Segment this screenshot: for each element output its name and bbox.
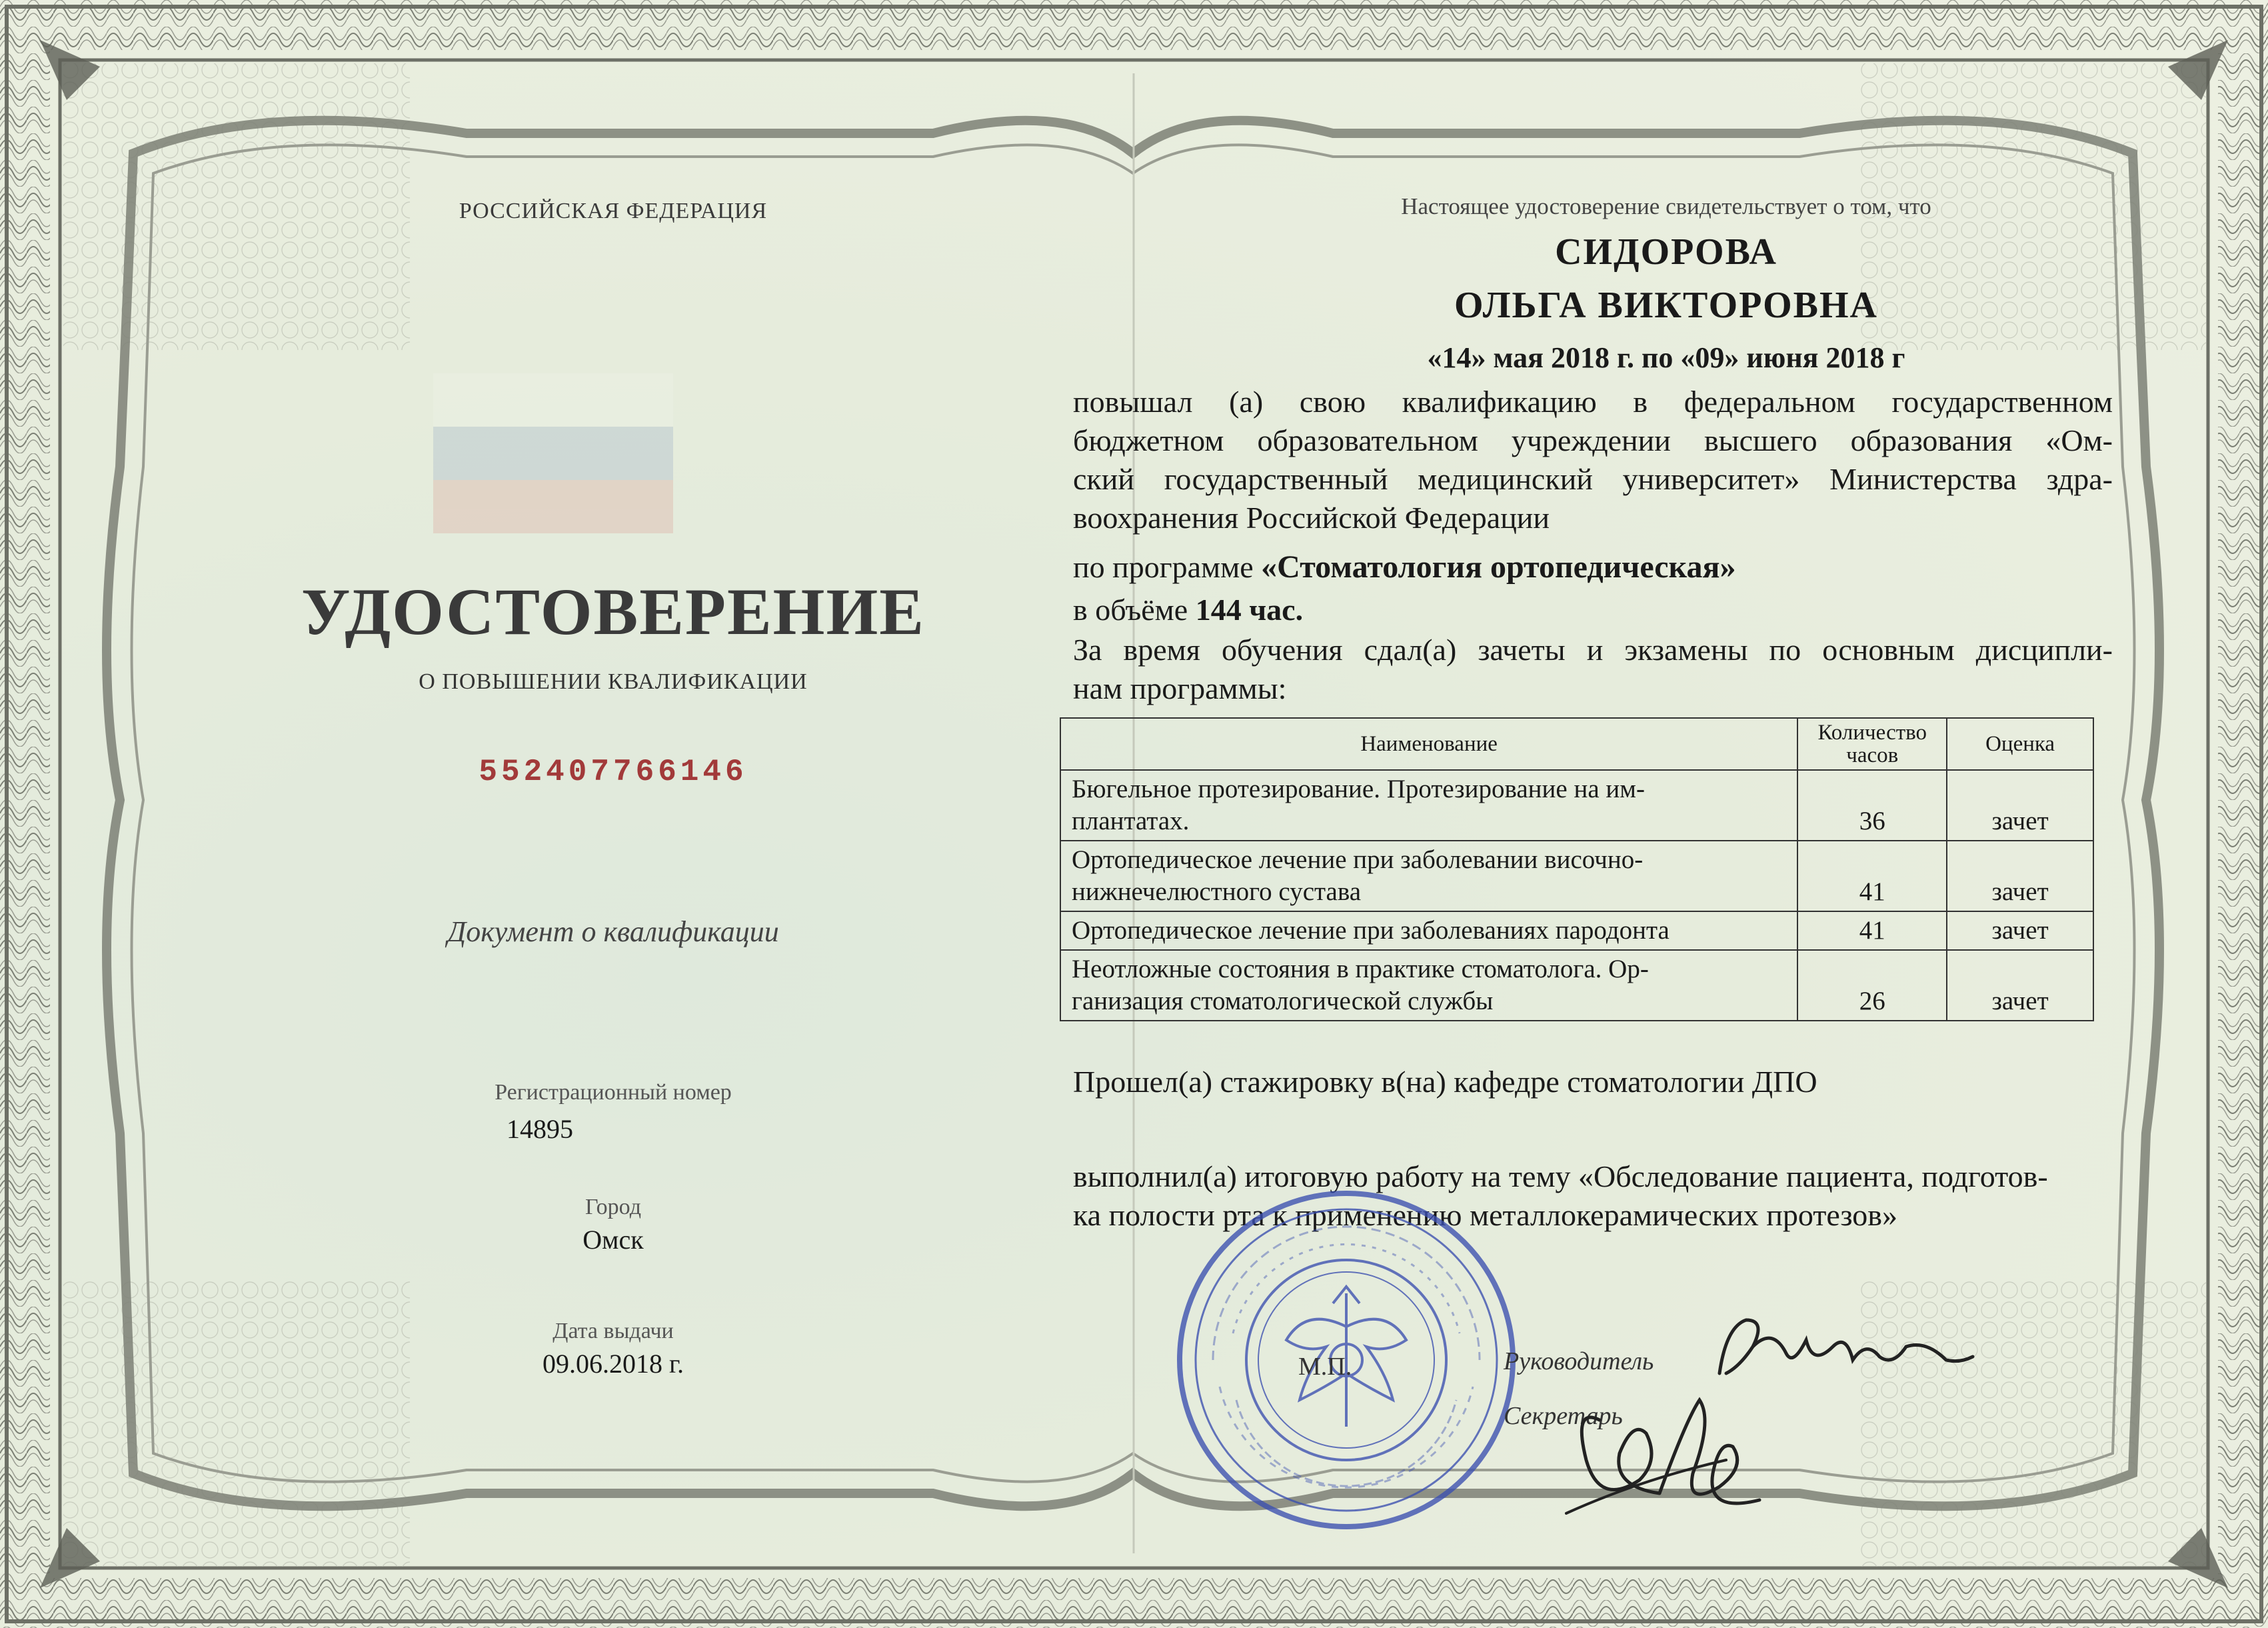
- head-signature: [1706, 1300, 1986, 1393]
- city-value: Омск: [582, 1225, 644, 1255]
- exams-line: нам программы:: [1073, 671, 1287, 705]
- document-subtitle: О ПОВЫШЕНИИ КВАЛИФИКАЦИИ: [419, 669, 808, 694]
- body-line: повышал (а) свою квалификацию в федеральном государственном: [1073, 385, 2113, 419]
- discipline-grade: зачет: [1947, 911, 2093, 950]
- header-grade: Оценка: [1947, 718, 2093, 770]
- program-name: «Стоматология ортопедическая»: [1261, 549, 1736, 585]
- volume-value: 144 час.: [1195, 593, 1304, 627]
- discipline-hours: 26: [1797, 950, 1947, 1021]
- final-work-line: ка полости рта к применению металлокерамических протезов»: [1073, 1198, 1898, 1232]
- header-name: Наименование: [1060, 718, 1797, 770]
- disciplines-table: [1060, 717, 2094, 1021]
- discipline-hours: 41: [1797, 911, 1947, 950]
- body-line: воохранения Российской Федерации: [1073, 501, 1550, 535]
- secretary-label: Секретарь: [1504, 1402, 1623, 1430]
- country-label: РОССИЙСКАЯ ФЕДЕРАЦИЯ: [459, 199, 768, 223]
- discipline-name: [1060, 950, 1797, 1021]
- volume-prefix: в объёме: [1073, 593, 1188, 627]
- document-type: Документ о квалификации: [447, 915, 779, 948]
- discipline-name-line: нижнечелюстного сустава: [1072, 877, 1362, 906]
- discipline-hours: 36: [1797, 770, 1947, 841]
- discipline-name-line: плантатах.: [1072, 807, 1190, 835]
- exams-line: За время обучения сдал(а) зачеты и экзамены по основным дисципли-: [1073, 633, 2113, 667]
- holder-given-names: ОЛЬГА ВИКТОРОВНА: [1454, 285, 1878, 326]
- registration-label: Регистрационный номер: [495, 1080, 732, 1105]
- issue-date-label: Дата выдачи: [553, 1319, 674, 1343]
- registration-number: 14895: [507, 1114, 573, 1144]
- table-row: [1060, 950, 2093, 1021]
- stamp-place-label: М.П.: [1298, 1353, 1352, 1381]
- table-header-row: [1060, 718, 2093, 770]
- discipline-name-line: Бюгельное протезирование. Протезирование на им-: [1072, 775, 1645, 803]
- discipline-grade: зачет: [1947, 950, 2093, 1021]
- discipline-name-line: Ортопедическое лечение при заболевании височно-: [1072, 845, 1644, 874]
- internship-text: Прошел(а) стажировку в(на) кафедре стоматологии ДПО: [1073, 1065, 1817, 1099]
- head-label: Руководитель: [1504, 1347, 1654, 1375]
- holder-surname: СИДОРОВА: [1555, 231, 1777, 273]
- document-title: УДОСТОВЕРЕНИЕ: [301, 575, 925, 649]
- discipline-hours: 41: [1797, 841, 1947, 911]
- discipline-grade: зачет: [1947, 770, 2093, 841]
- issue-date: 09.06.2018 г.: [543, 1349, 684, 1379]
- discipline-name: [1060, 770, 1797, 841]
- secretary-signature: [1560, 1380, 1799, 1533]
- table-row: [1060, 770, 2093, 841]
- header-hours: Количество часов: [1797, 718, 1947, 770]
- serial-number: 552407766146: [479, 755, 748, 789]
- body-paragraph: [1073, 383, 2113, 537]
- volume-line: [1073, 591, 2113, 629]
- training-period: «14» мая 2018 г. по «09» июня 2018 г: [1427, 341, 1905, 374]
- discipline-name-line: Неотложные состояния в практике стоматолога. Ор-: [1072, 955, 1649, 983]
- final-work-line: выполнил(а) итоговую работу на тему «Обследование пациента, подготов-: [1073, 1159, 2048, 1193]
- city-label: Город: [585, 1195, 641, 1219]
- table-row: [1060, 841, 2093, 911]
- body-line: бюджетном образовательном учреждении высшего образования «Ом-: [1073, 423, 2113, 457]
- program-line: [1073, 548, 2113, 587]
- program-prefix: по программе: [1073, 550, 1254, 584]
- discipline-name-line: ганизация стоматологической службы: [1072, 987, 1494, 1015]
- discipline-name-line: Ортопедическое лечение при заболеваниях пародонта: [1072, 916, 1670, 945]
- intro-text: Настоящее удостоверение свидетельствует о том, что: [1401, 193, 1931, 219]
- body-line: ский государственный медицинский университет» Министерства здра-: [1073, 462, 2113, 496]
- discipline-name: [1060, 911, 1797, 950]
- discipline-grade: зачет: [1947, 841, 2093, 911]
- table-row: [1060, 911, 2093, 950]
- exams-paragraph: [1073, 631, 2113, 708]
- discipline-name: [1060, 841, 1797, 911]
